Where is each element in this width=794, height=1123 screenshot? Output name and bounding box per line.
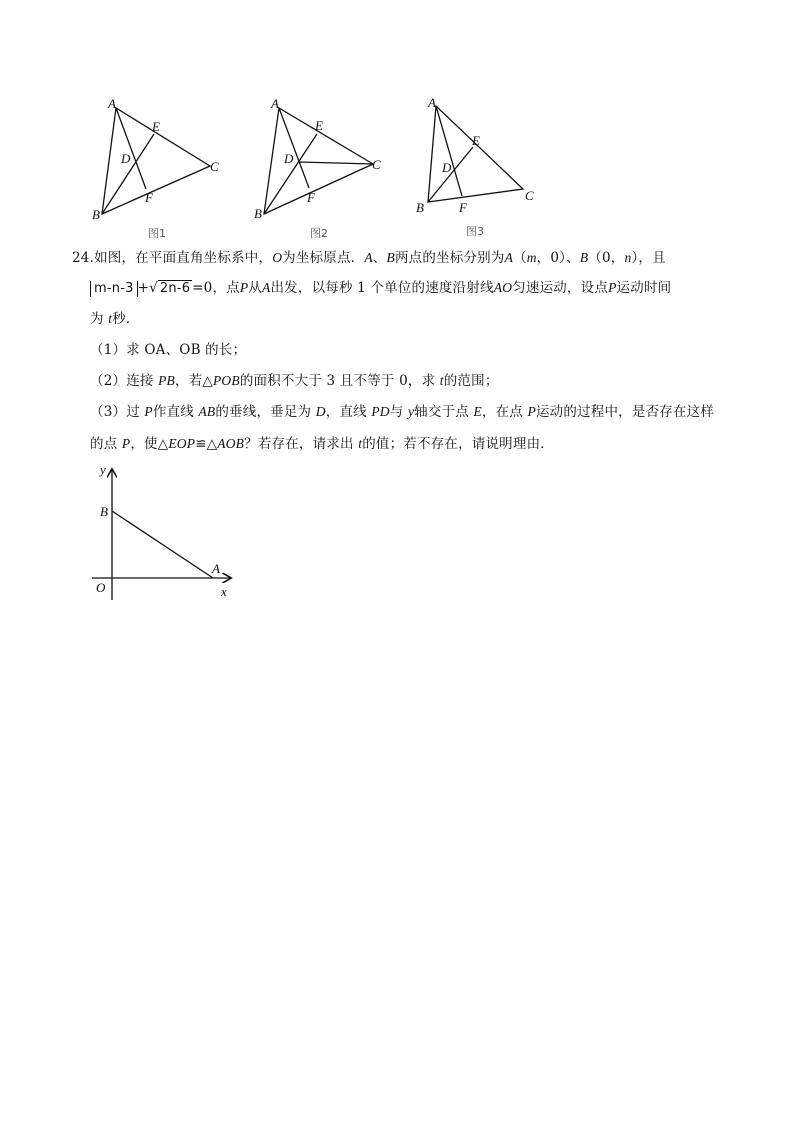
problem-line-1: 24.如图，在平面直角坐标系中，O为坐标原点．A、B两点的坐标分别为A（m，0）、B（0，n），且 xyxy=(72,250,666,266)
fig3-label-c: C xyxy=(525,188,534,203)
fig1-label-f: F xyxy=(145,190,153,205)
origin-label: O xyxy=(96,580,106,595)
fig2-label-d: D xyxy=(284,151,294,166)
fig2-label-b: B xyxy=(254,206,262,221)
fig1-label-e: E xyxy=(152,119,160,134)
fig3-label-b: B xyxy=(416,200,424,215)
fig2-label-f: F xyxy=(307,190,315,205)
fig1-label-a: A xyxy=(108,96,116,111)
segment-ab xyxy=(112,511,213,578)
point-b-label: B xyxy=(100,504,108,519)
fig2-label-c: C xyxy=(372,157,381,172)
absolute-value-expression: m-n-3 xyxy=(90,281,138,297)
fig3-label-a: A xyxy=(428,95,436,110)
fig3-caption: 图3 xyxy=(466,225,484,238)
problem-line-3: 为 t秒． xyxy=(90,311,140,327)
fig3-label-e: E xyxy=(472,133,480,148)
sqrt-expression: 2n-6 xyxy=(159,281,191,296)
fig2-caption: 图2 xyxy=(310,227,328,240)
coordinate-figure xyxy=(86,460,246,610)
fig2-label-e: E xyxy=(315,118,323,133)
point-a-label: A xyxy=(212,561,220,576)
fig1-caption: 图1 xyxy=(148,227,166,240)
fig2-label-a: A xyxy=(271,96,279,111)
figure-2 xyxy=(250,94,400,244)
question-3-line-1: （3）过 P作直线 AB的垂线，垂足为 D，直线 PD与 y轴交于点 E，在点 P运动的过程中，是否存在这样 xyxy=(90,404,715,420)
problem-number: 24. xyxy=(72,250,95,266)
fig1-label-d: D xyxy=(121,151,131,166)
x-axis-label: x xyxy=(221,584,227,599)
question-1: （1）求 OA、OB 的长； xyxy=(90,342,247,358)
problem-line-2: m-n-3 +√ 2n-6 =0，点P从A出发，以每秒 1 个单位的速度沿射线AO匀速运动，设点P运动时间 xyxy=(90,278,671,298)
question-2: （2）连接 PB，若△POB的面积不大于 3 且不等于 0，求 t的范围； xyxy=(90,373,499,389)
fig3-label-d: D xyxy=(442,160,452,175)
fig1-label-c: C xyxy=(210,159,219,174)
fig1-label-b: B xyxy=(92,207,100,222)
question-3-line-2: 的点 P，使△EOP≌△AOB？若存在，请求出 t的值；若不存在，请说明理由． xyxy=(90,436,554,452)
fig3-label-f: F xyxy=(459,200,467,215)
figure-1 xyxy=(88,94,228,244)
figure-3 xyxy=(410,94,550,244)
y-axis-label: y xyxy=(100,462,106,477)
